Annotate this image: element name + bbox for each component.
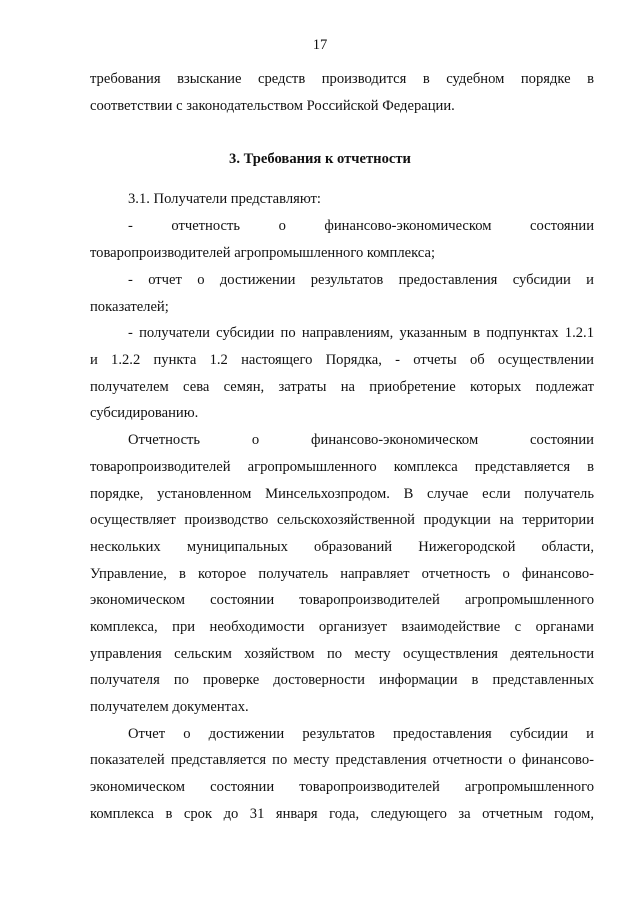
page-number: 17 (312, 37, 328, 53)
text-line: нескольких муниципальных образований Нижегородской области, (90, 539, 594, 555)
text-line: показателей; (90, 299, 169, 315)
text-line: и 1.2.2 пункта 1.2 настоящего Порядка, - отчеты об осуществлении (90, 352, 594, 368)
text-line: получателем документах. (90, 699, 249, 715)
text-line: Отчетность о финансово-экономическом состоянии (128, 432, 594, 448)
text-line: - получатели субсидии по направлениям, указанным в подпунктах 1.2.1 (128, 325, 594, 341)
text-line: товаропроизводителей агропромышленного комплекса представляется в (90, 459, 594, 475)
text-line: показателей представляется по месту представления отчетности о финансово- (90, 752, 594, 768)
text-line: - отчетность о финансово-экономическом состоянии (128, 218, 594, 234)
text-line: товаропроизводителей агропромышленного комплекса; (90, 245, 435, 261)
text-line: соответствии с законодательством Российской Федерации. (90, 98, 455, 114)
text-line: комплекса в срок до 31 января года, следующего за отчетным годом, (90, 806, 594, 822)
text-line: получателем сева семян, затраты на приобретение которых подлежат (90, 379, 594, 395)
text-line: экономическом состоянии товаропроизводителей агропромышленного (90, 779, 594, 795)
text-line: осуществляет производство сельскохозяйственной продукции на территории (90, 512, 594, 528)
text-line: - отчет о достижении результатов предоставления субсидии и (128, 272, 594, 288)
text-line: требования взыскание средств производится в судебном порядке в (90, 71, 594, 87)
text-line: экономическом состоянии товаропроизводителей агропромышленного (90, 592, 594, 608)
text-line: порядке, установленном Минсельхозпродом. В случае если получатель (90, 486, 594, 502)
text-line: получателя по проверке достоверности информации в представленных (90, 672, 594, 688)
section-heading: 3. Требования к отчетности (229, 151, 411, 167)
text-line: 3.1. Получатели представляют: (128, 191, 321, 207)
text-line: управления сельским хозяйством по месту осуществления деятельности (90, 646, 594, 662)
text-line: комплекса, при необходимости организует взаимодействие с органами (90, 619, 594, 635)
text-line: субсидированию. (90, 405, 199, 421)
text-line: Отчет о достижении результатов предоставления субсидии и (128, 726, 594, 742)
text-line: Управление, в которое получатель направляет отчетность о финансово- (90, 566, 594, 582)
